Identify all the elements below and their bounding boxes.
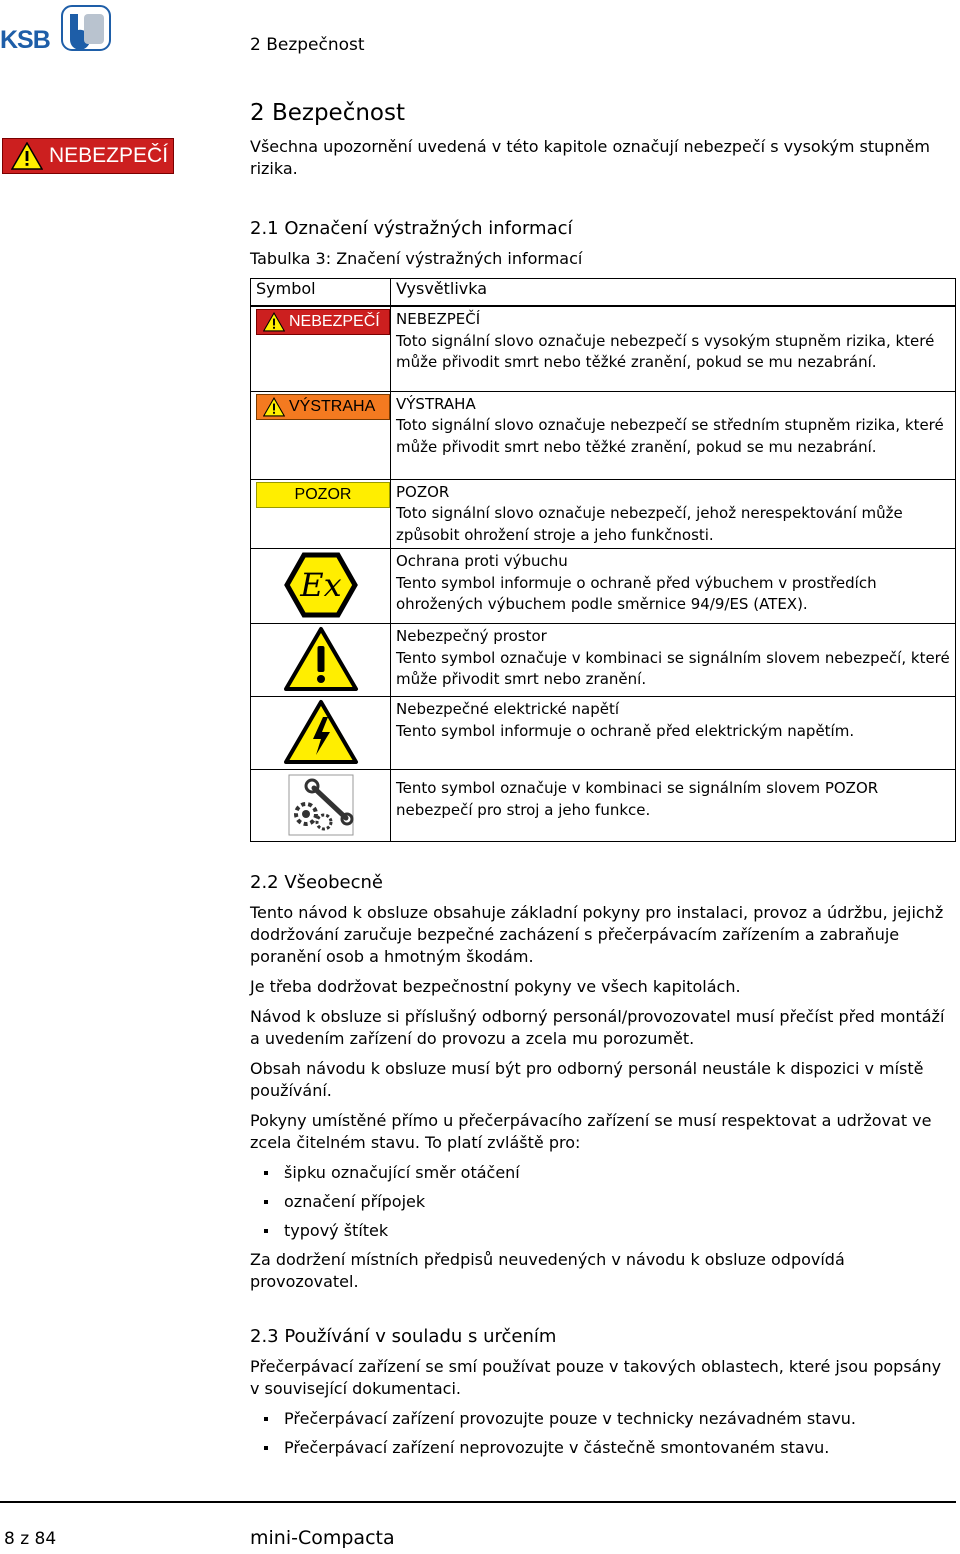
paragraph: Tento návod k obsluze obsahuje základní pokyny pro instalaci, provoz a údržbu, jejichž dodržování zaručuje bezpečné zacházení s přečerpávacím zařízením a zabraňuje poranění osob a hmotným škodám. <box>250 903 944 966</box>
warning-symbols-table <box>250 278 956 842</box>
bullet-list <box>250 1162 955 1242</box>
page-number: 8 z 84 <box>4 1529 57 1549</box>
table-row <box>251 549 956 624</box>
list-item: Přečerpávací zařízení neprovozujte v částečně smontovaném stavu. <box>250 1437 955 1459</box>
explanation-cell <box>391 479 956 549</box>
electric-hazard-icon <box>283 699 359 765</box>
signal-label: POZOR <box>294 485 352 503</box>
table-row <box>251 306 956 391</box>
explanation-text: Toto signální slovo označuje nebezpečí s vysokým stupněm rizika, které může přivodit smrt nebo těžké zranění, pokud se mu nezabrání. <box>396 331 935 371</box>
ksb-logo <box>0 2 112 54</box>
explanation-text: Tento symbol označuje v kombinaci se signálním slovem POZOR nebezpečí pro stroj a jeho funkce. <box>396 779 879 819</box>
paragraph: Za dodržení místních předpisů neuvedených v návodu k obsluze odpovídá provozovatel. <box>250 1250 845 1291</box>
warning-triangle-icon <box>263 397 285 417</box>
col-explanation-header: Vysvětlivka <box>391 279 956 307</box>
explanation-cell <box>391 391 956 479</box>
caution-signal-sign <box>256 482 390 508</box>
running-header: 2 Bezpečnost <box>250 35 365 55</box>
signal-label: NEBEZPEČÍ <box>289 313 380 330</box>
sidebar-danger-sign <box>2 138 174 174</box>
section-title: 2 Bezpečnost <box>250 100 405 126</box>
heading-2-2: 2.2 Všeobecně <box>250 872 384 893</box>
explanation-text: Tento symbol označuje v kombinaci se signálním slovem nebezpečí, které může přivodit smrt nebo zranění. <box>396 648 950 688</box>
paragraph: Přečerpávací zařízení se smí používat pouze v takových oblastech, které jsou popsány v související dokumentaci. <box>250 1357 942 1398</box>
sidebar-danger-label: NEBEZPEČÍ <box>49 144 169 167</box>
symbol-cell <box>251 479 391 549</box>
section-2-3-body <box>250 1356 955 1466</box>
general-warning-icon <box>283 626 359 692</box>
signal-label: VÝSTRAHA <box>289 397 376 415</box>
list-item: šipku označující směr otáčení <box>250 1162 955 1184</box>
product-name: mini-Compacta <box>250 1527 395 1549</box>
paragraph: Je třeba dodržovat bezpečnostní pokyny ve všech kapitolách. <box>250 977 741 996</box>
explanation-cell <box>391 697 956 770</box>
explanation-cell <box>391 624 956 697</box>
warning-triangle-icon <box>11 142 43 170</box>
table-row <box>251 770 956 842</box>
logo-text: KSB <box>0 26 50 54</box>
explanation-text: Toto signální slovo označuje nebezpečí se středním stupněm rizika, které může přivodit smrt nebo těžké zranění, pokud se mu nezabrání. <box>396 416 944 456</box>
table-row <box>251 697 956 770</box>
ex-icon <box>284 551 358 619</box>
explanation-cell <box>391 549 956 624</box>
table-row <box>251 479 956 549</box>
explanation-title: Nebezpečný prostor <box>396 627 547 645</box>
machine-damage-icon <box>288 774 354 836</box>
explanation-cell <box>391 770 956 842</box>
warning-signal-sign <box>256 394 390 420</box>
table-header-row <box>251 279 956 307</box>
paragraph: Návod k obsluze si příslušný odborný personál/provozovatel musí přečíst před montáží a uvedením zařízení do provozu a zcela mu porozumět. <box>250 1007 945 1048</box>
symbol-cell <box>251 549 391 624</box>
table-caption: Tabulka 3: Značení výstražných informací <box>250 249 583 268</box>
warning-triangle-icon <box>263 312 285 332</box>
list-item: označení přípojek <box>250 1191 955 1213</box>
explanation-text: Tento symbol informuje o ochraně před výbuchem v prostředích ohrožených výbuchem podle směrnice 94/9/ES (ATEX). <box>396 573 877 613</box>
explanation-title: POZOR <box>396 482 450 501</box>
explanation-title: Ochrana proti výbuchu <box>396 552 568 570</box>
explanation-cell <box>391 306 956 391</box>
heading-2-3: 2.3 Používání v souladu s určením <box>250 1326 557 1347</box>
footer-divider <box>0 1501 956 1503</box>
table-row <box>251 624 956 697</box>
section-2-2-body <box>250 902 955 1301</box>
explanation-text: Tento symbol informuje o ochraně před elektrickým napětím. <box>396 721 855 740</box>
list-item: Přečerpávací zařízení provozujte pouze v technicky nezávadném stavu. <box>250 1408 955 1430</box>
danger-signal-sign <box>256 309 390 335</box>
symbol-cell <box>251 697 391 770</box>
symbol-cell <box>251 306 391 391</box>
bullet-list <box>250 1408 955 1459</box>
explanation-text: Toto signální slovo označuje nebezpečí, jehož nerespektování může způsobit ohrožení stroje a jeho funkčnosti. <box>396 504 903 544</box>
symbol-cell <box>251 391 391 479</box>
explanation-title: VÝSTRAHA <box>396 394 476 413</box>
heading-2-1: 2.1 Označení výstražných informací <box>250 218 573 239</box>
paragraph: Pokyny umístěné přímo u přečerpávacího zařízení se musí respektovat a udržovat ve zcela čitelném stavu. To platí zvláště pro: <box>250 1111 932 1152</box>
list-item: typový štítek <box>250 1220 955 1242</box>
col-symbol-header: Symbol <box>251 279 391 307</box>
table-row <box>251 391 956 479</box>
section-intro: Všechna upozornění uvedená v této kapitole označují nebezpečí s vysokým stupněm rizika. <box>250 137 931 178</box>
ex-label: Ex <box>299 566 342 604</box>
symbol-cell <box>251 624 391 697</box>
explanation-title: Nebezpečné elektrické napětí <box>396 700 619 718</box>
explanation-title: NEBEZPEČÍ <box>396 310 481 328</box>
symbol-cell <box>251 770 391 842</box>
paragraph: Obsah návodu k obsluze musí být pro odborný personál neustále k dispozici v místě používání. <box>250 1059 924 1100</box>
